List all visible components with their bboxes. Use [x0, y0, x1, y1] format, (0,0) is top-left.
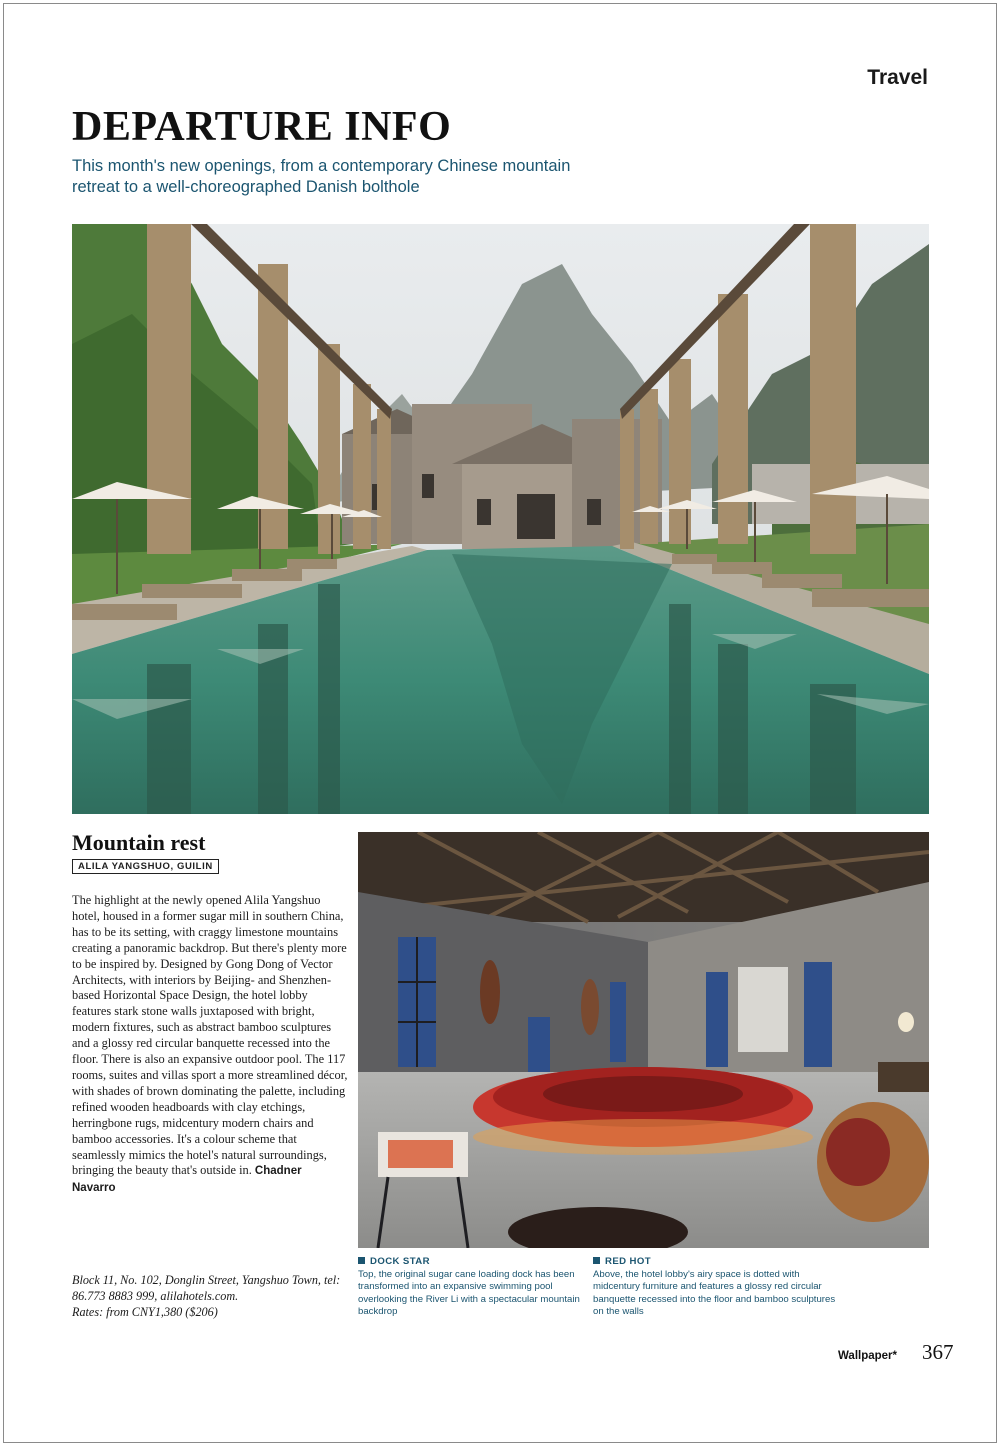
caption-heading-text: DOCK STAR [370, 1256, 430, 1267]
caption-heading [358, 1256, 583, 1269]
article-headline: Mountain rest [72, 830, 206, 855]
caption-red-hot [593, 1256, 843, 1319]
article-author: Chadner Navarro [72, 1165, 302, 1195]
caption-bullet-icon [358, 1257, 365, 1264]
caption-text: Above, the hotel lobby's airy space is dotted with midcentury furniture and features a glossy red circular banquette recessed into the floor and bamboo sculptures on the walls [593, 1268, 836, 1318]
page-title: DEPARTURE INFO [72, 104, 452, 150]
hotel-address: Block 11, No. 102, Donglin Street, Yangshuo Town, tel: 86.773 8883 999, alilahotels.com. [72, 1273, 341, 1303]
hotel-rates: Rates: from CNY1,380 ($206) [72, 1304, 218, 1319]
pool-photo [72, 224, 929, 814]
article-body-text: The highlight at the newly opened Alila Yangshuo hotel, housed in a former sugar mill in southern China, has to be its setting, with craggy limestone mountains creating a panoramic backdrop. But there's plenty more to be inspired by. Designed by Gong Dong of Vector Architects, with interiors by Beijing- and Shenzhen-based Horizontal Space Design, the hotel lobby features stark stone walls juxtaposed with bright, modern fixtures, such as abstract bamboo sculptures and a glossy red circular banquette recessed into the floor. There is also an expansive outdoor pool. The 117 rooms, suites and villas sport a more streamlined décor, with shades of brown dominating the palette, including refined wooden headboards with clay etchings, herringbone rugs, midcentury modern chairs and bamboo accessories. It's a colour scheme that seamlessly mimics the hotel's natural surroundings, bringing the beauty that's outside in. [72, 893, 348, 1178]
caption-text: Top, the original sugar cane loading dock has been transformed into an expansive swimming pool overlooking the River Li with a spectacular mountain backdrop [358, 1268, 580, 1318]
hotel-details [72, 1273, 348, 1321]
section-label: Travel [867, 66, 928, 89]
caption-bullet-icon [593, 1257, 600, 1264]
lobby-photo [358, 832, 929, 1248]
location-tag: ALILA YANGSHUO, GUILIN [72, 859, 219, 874]
page-subtitle: This month's new openings, from a contemporary Chinese mountain retreat to a well-choreographed Danish bolthole [72, 157, 571, 196]
page-number: 367 [922, 1340, 954, 1364]
caption-dock-star [358, 1256, 583, 1319]
magazine-brand: Wallpaper* [838, 1350, 898, 1362]
article-body [72, 893, 348, 1197]
caption-heading [593, 1256, 843, 1269]
caption-heading-text: RED HOT [605, 1256, 651, 1267]
